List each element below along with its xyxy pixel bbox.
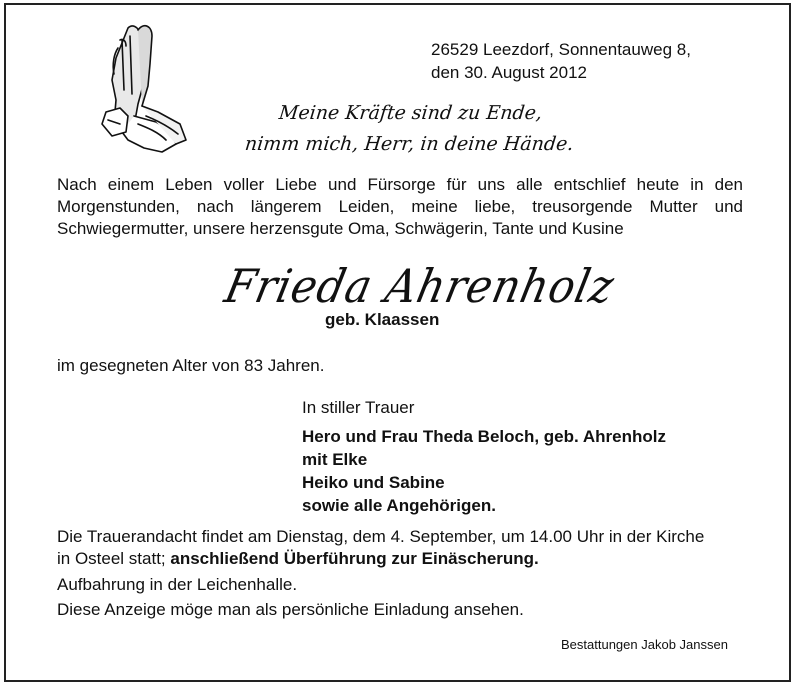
service-line-1: Die Trauerandacht findet am Dienstag, dem 4. September, um 14.00 Uhr in der Kirche <box>57 527 705 546</box>
intro-line-2: Morgenstunden, nach längerem Leiden, meine liebe, treusorgende Mutter und <box>57 197 743 216</box>
mourning-label: In stiller Trauer <box>302 398 415 417</box>
verse-line-2: nimm mich, Herr, in deine Hände. <box>243 133 575 155</box>
intro-paragraph <box>57 174 743 240</box>
mourner-line: Hero und Frau Theda Beloch, geb. Ahrenholz <box>302 427 666 446</box>
service-announcement <box>57 526 704 570</box>
mourner-line: Heiko und Sabine <box>302 473 445 492</box>
laying-out-note: Aufbahrung in der Leichenhalle. <box>57 575 298 594</box>
age-line: im gesegneten Alter von 83 Jahren. <box>57 356 325 375</box>
mourners-list <box>302 425 666 517</box>
intro-line-3: Schwiegermutter, unsere herzensgute Oma, Schwägerin, Tante und Kusine <box>57 219 624 238</box>
praying-hands-icon <box>98 20 196 160</box>
cremation-note: anschließend Überführung zur Einäscherung. <box>170 549 539 568</box>
service-location: in Osteel statt; <box>57 549 171 568</box>
birth-name: geb. Klaassen <box>325 310 440 329</box>
mourner-line: mit Elke <box>302 450 368 469</box>
address-line: 26529 Leezdorf, Sonnentauweg 8, <box>431 40 691 59</box>
address-date-block <box>431 38 691 84</box>
invitation-note: Diese Anzeige möge man als persönliche Einladung ansehen. <box>57 600 524 619</box>
verse-line-1: Meine Kräfte sind zu Ende, <box>277 102 544 124</box>
mourner-line: sowie alle Angehörigen. <box>302 496 496 515</box>
undertaker-credit: Bestattungen Jakob Janssen <box>561 637 728 652</box>
intro-line-1: Nach einem Leben voller Liebe und Fürsorge für uns alle entschlief heute in den <box>57 175 743 194</box>
service-line-2 <box>57 548 704 570</box>
deceased-name: Frieda Ahrenholz <box>220 259 620 313</box>
date-line: den 30. August 2012 <box>431 63 587 82</box>
